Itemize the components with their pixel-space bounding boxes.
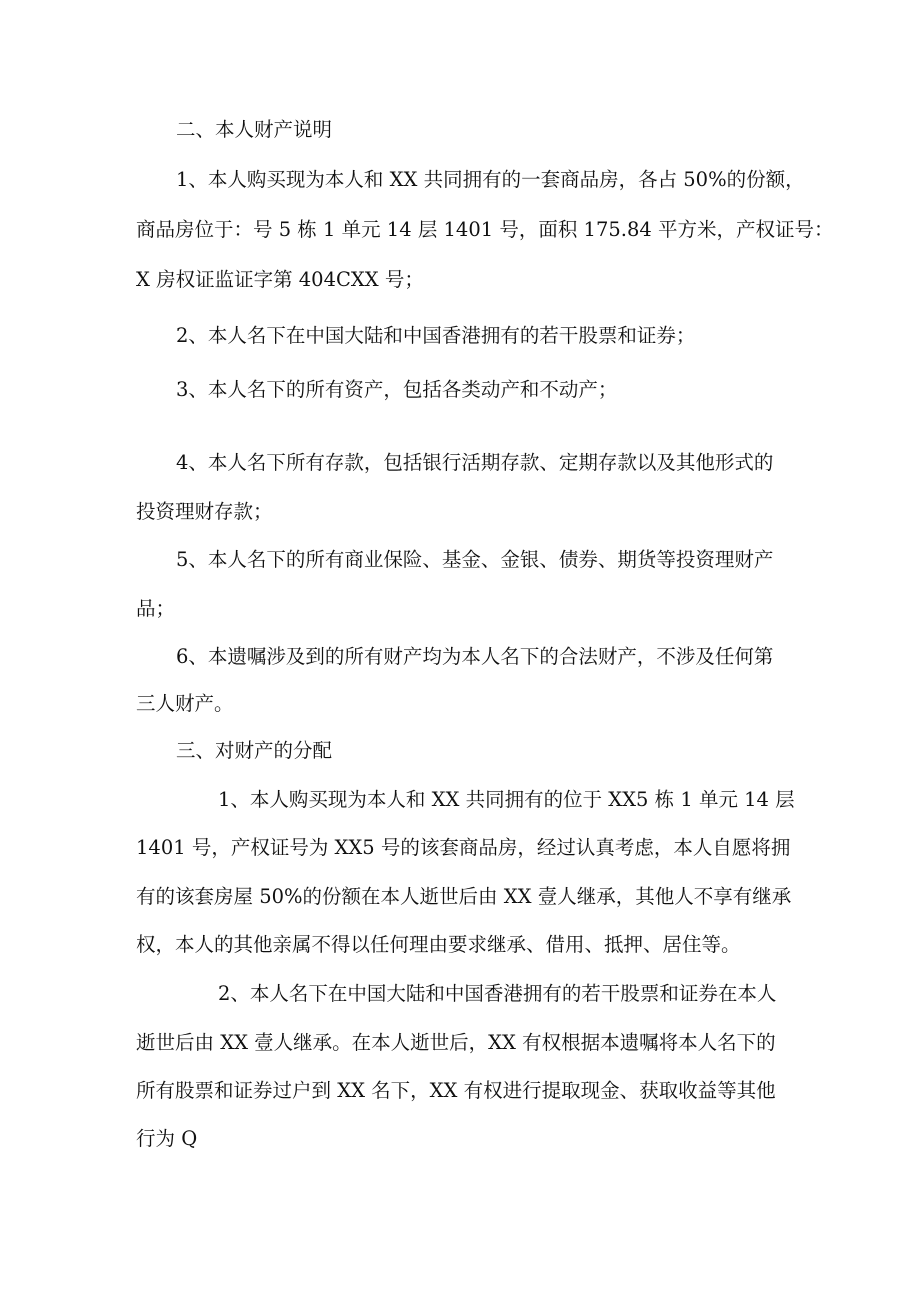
property-item-1-line-2: 商品房位于：号 5 栋 1 单元 14 层 1401 号，面积 175.84 平方米，产权证号： bbox=[136, 218, 834, 241]
property-item-1-line-3: X 房权证监证字第 404CXX 号； bbox=[136, 268, 424, 291]
property-item-6-line-1: 6、本遗嘱涉及到的所有财产均为本人名下的合法财产，不涉及任何第 bbox=[176, 645, 774, 668]
property-item-4-line-1: 4、本人名下所有存款，包括银行活期存款、定期存款以及其他形式的 bbox=[176, 451, 774, 474]
section-heading-distribution: 三、对财产的分配 bbox=[176, 739, 333, 762]
property-item-5-line-1: 5、本人名下的所有商业保险、基金、金银、债券、期货等投资理财产 bbox=[176, 548, 774, 571]
property-item-1-line-1: 1、本人购买现为本人和 XX 共同拥有的一套商品房，各占 50%的份额， bbox=[176, 168, 805, 191]
section-heading-property-statement: 二、本人财产说明 bbox=[176, 118, 333, 141]
property-item-5-line-2: 品； bbox=[136, 597, 176, 620]
distribution-item-2-line-1: 2、本人名下在中国大陆和中国香港拥有的若干股票和证券在本人 bbox=[218, 982, 777, 1005]
distribution-item-1-line-1: 1、本人购买现为本人和 XX 共同拥有的位于 XX5 栋 1 单元 14 层 bbox=[218, 788, 795, 811]
distribution-item-1-line-4: 权，本人的其他亲属不得以任何理由要求继承、借用、抵押、居住等。 bbox=[136, 933, 741, 956]
distribution-item-2-line-4: 行为 Q bbox=[136, 1127, 198, 1150]
property-item-6-line-2: 三人财产。 bbox=[136, 692, 234, 715]
distribution-item-1-line-2: 1401 号，产权证号为 XX5 号的该套商品房，经过认真考虑，本人自愿将拥 bbox=[136, 836, 791, 859]
distribution-item-2-line-3: 所有股票和证券过户到 XX 名下，XX 有权进行提取现金、获取收益等其他 bbox=[136, 1079, 776, 1102]
distribution-item-1-line-3: 有的该套房屋 50%的份额在本人逝世后由 XX 壹人继承，其他人不享有继承 bbox=[136, 885, 792, 908]
distribution-item-2-line-2: 逝世后由 XX 壹人继承。在本人逝世后，XX 有权根据本遗嘱将本人名下的 bbox=[136, 1031, 776, 1054]
property-item-2: 2、本人名下在中国大陆和中国香港拥有的若干股票和证券； bbox=[176, 324, 696, 347]
property-item-3: 3、本人名下的所有资产，包括各类动产和不动产； bbox=[176, 378, 618, 401]
property-item-4-line-2: 投资理财存款； bbox=[136, 500, 273, 523]
